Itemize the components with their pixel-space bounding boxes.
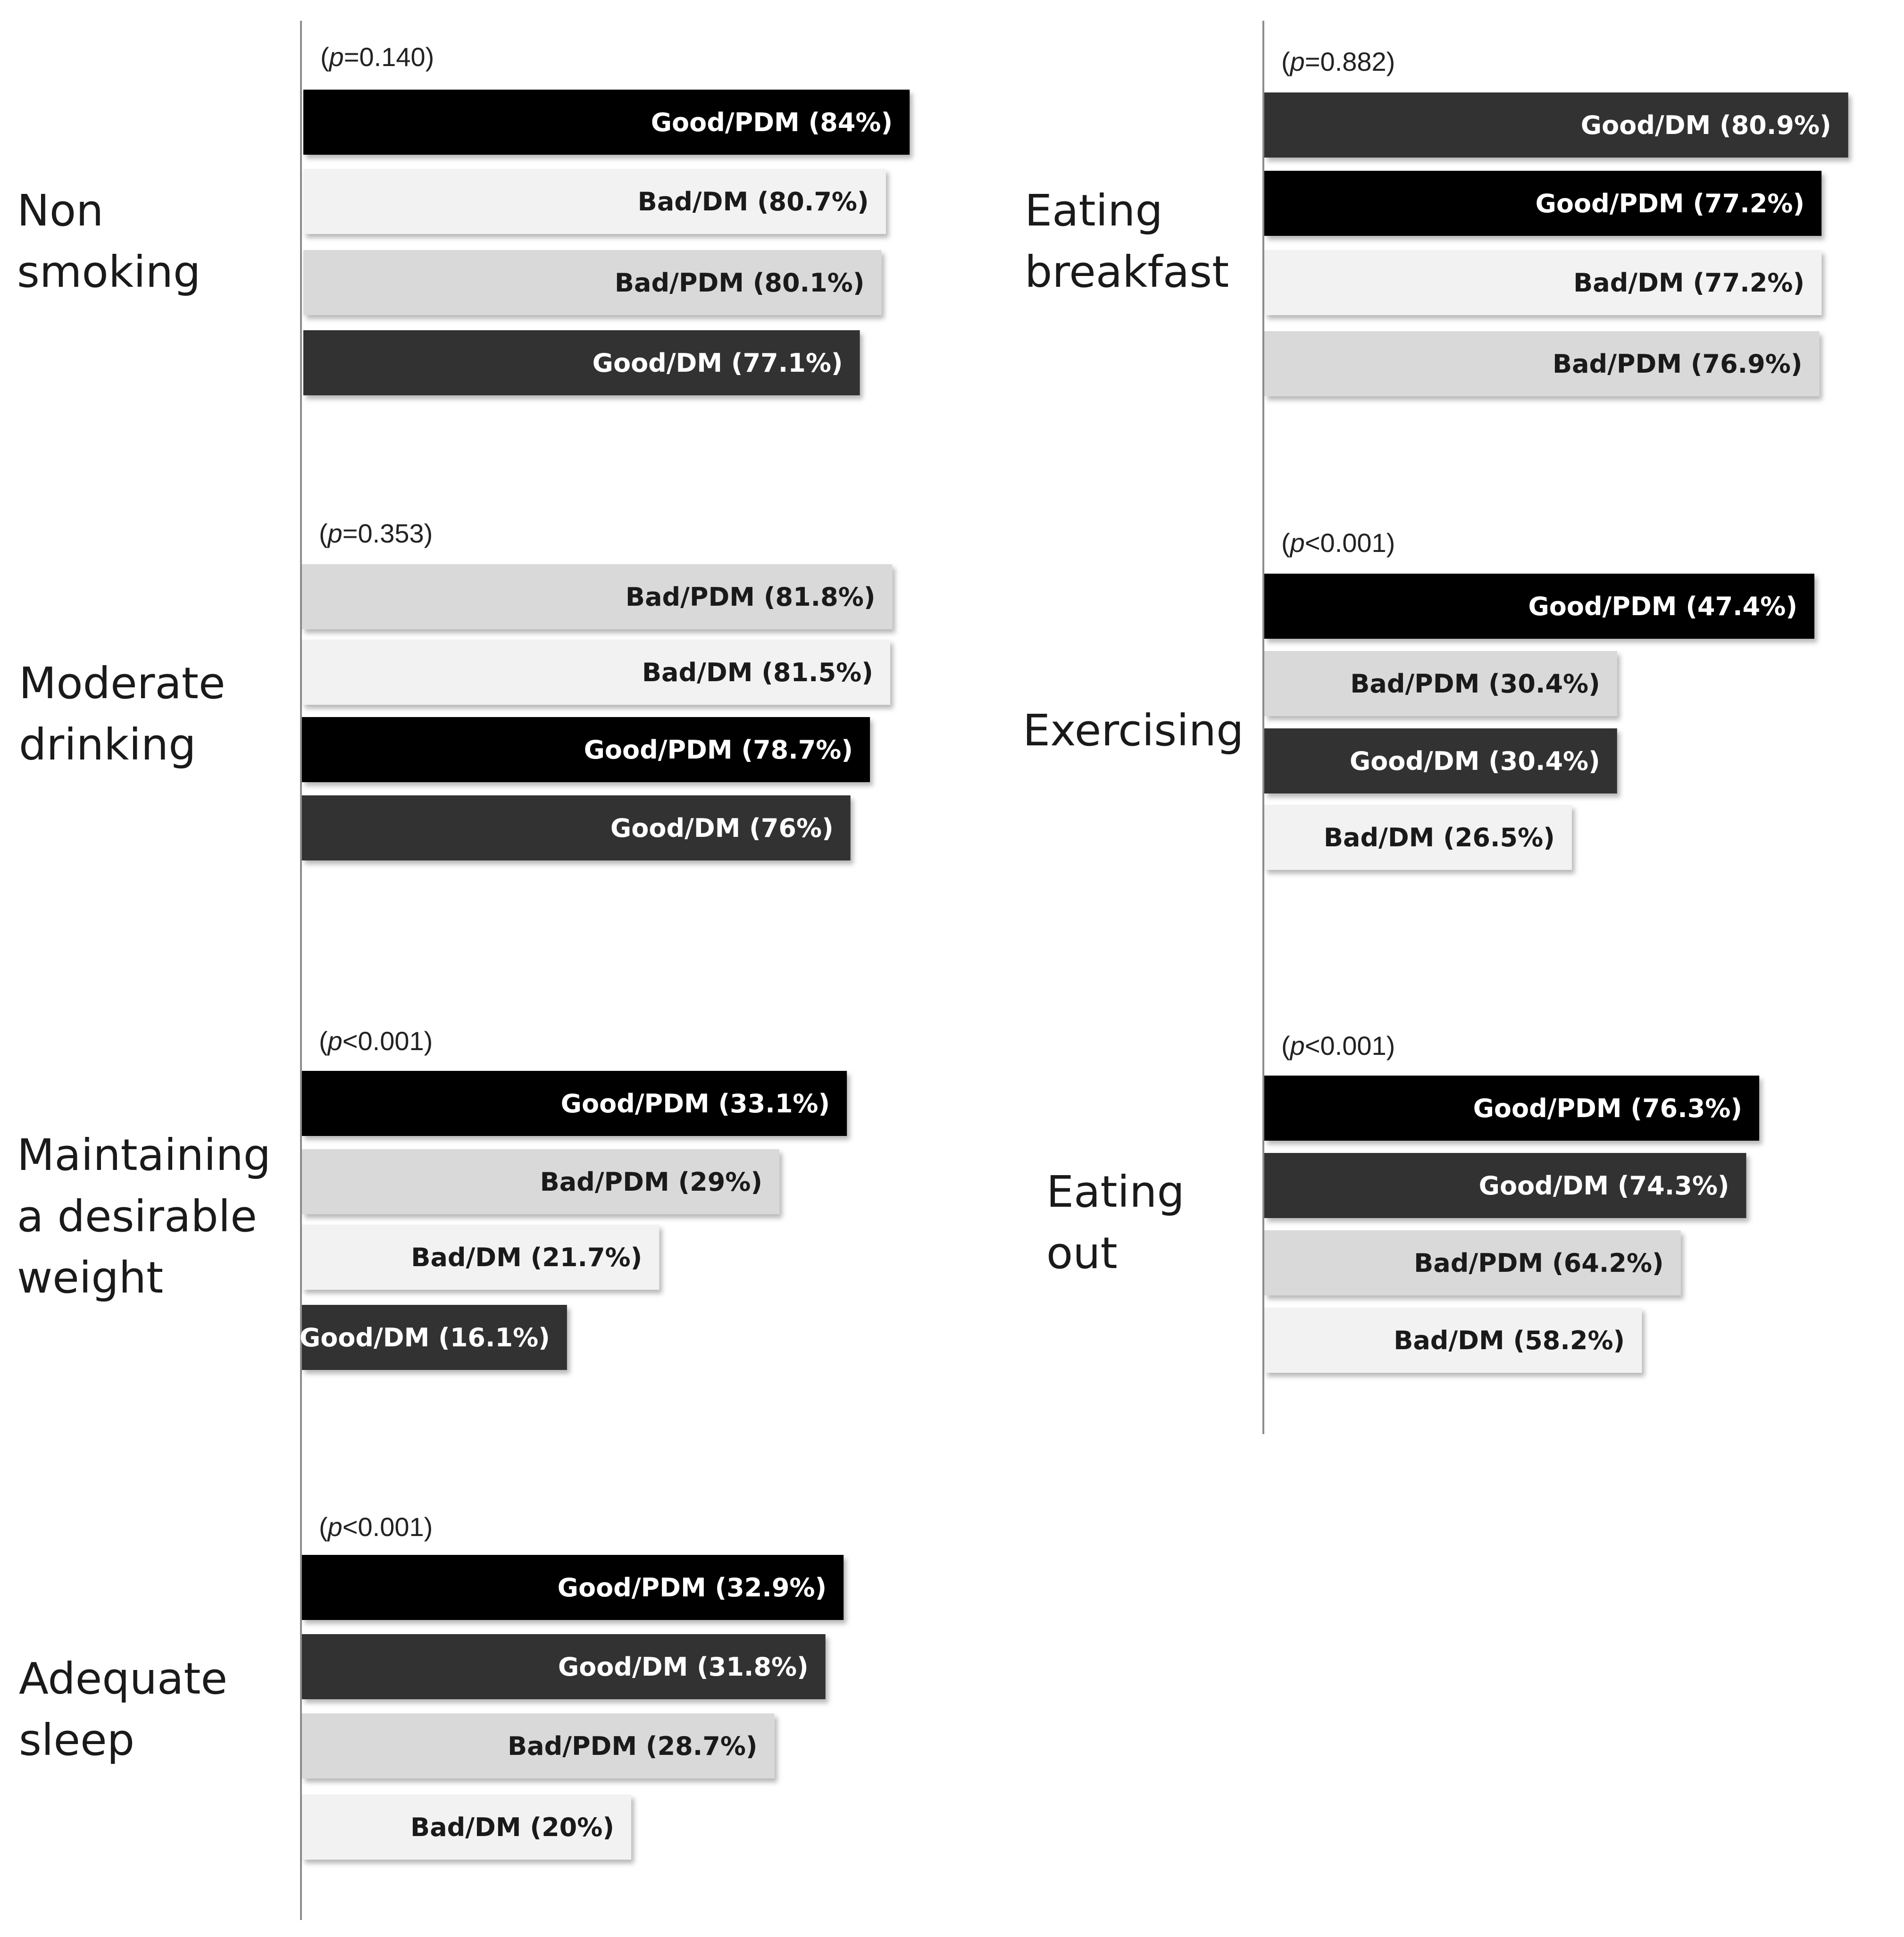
p-value-label [1281, 528, 1395, 558]
p-value-paren-open: ( [1281, 47, 1290, 76]
bar-data-label: Good/DM (31.8%) [558, 1652, 809, 1682]
p-value-number: <0.001) [1304, 1031, 1395, 1060]
p-value-number: <0.001) [342, 1026, 433, 1056]
bar-data-label: Good/DM (30.4%) [1349, 746, 1600, 776]
p-value-symbol: p [327, 1512, 342, 1542]
bar-data-label: Bad/PDM (64.2%) [1414, 1248, 1664, 1278]
p-value-number: <0.001) [342, 1512, 433, 1542]
bar-data-label: Good/DM (74.3%) [1478, 1171, 1729, 1201]
category-label-line: Maintaining [17, 1130, 271, 1180]
bar-data-label: Good/PDM (32.9%) [557, 1573, 827, 1603]
panel-eating-breakfast [1025, 47, 1848, 396]
bar-data-label: Bad/PDM (81.8%) [625, 582, 876, 612]
bar-data-label: Bad/DM (58.2%) [1394, 1326, 1625, 1355]
category-label-line: Eating [1025, 185, 1163, 236]
bar-data-label: Good/PDM (47.4%) [1528, 592, 1798, 621]
bar-data-label: Bad/DM (81.5%) [642, 658, 873, 687]
bar-data-label: Good/DM (16.1%) [299, 1323, 550, 1353]
category-label [19, 658, 225, 770]
category-label [19, 1653, 227, 1765]
p-value-number: =0.353) [342, 518, 433, 548]
bar-data-label: Bad/PDM (28.7%) [508, 1731, 758, 1761]
category-label-line: Moderate [19, 658, 225, 709]
p-value-label [1281, 47, 1395, 76]
bar-data-label: Bad/PDM (29%) [540, 1167, 763, 1197]
p-value-label [319, 518, 433, 548]
bar-data-label: Good/PDM (78.7%) [584, 735, 853, 765]
bar-data-label: Good/PDM (77.2%) [1535, 189, 1805, 218]
category-label-line: out [1046, 1228, 1118, 1278]
bar-data-label: Good/PDM (84%) [651, 108, 893, 137]
bar-data-label: Good/DM (80.9%) [1580, 110, 1831, 140]
bar-data-label: Bad/DM (77.2%) [1573, 268, 1805, 298]
bar-data-label: Bad/DM (20%) [410, 1812, 614, 1842]
category-label-line: Exercising [1023, 705, 1244, 756]
category-label-line: a desirable [17, 1191, 257, 1242]
bar-data-label: Good/DM (77.1%) [592, 348, 843, 378]
category-label [17, 1130, 271, 1303]
category-label [17, 185, 200, 297]
p-value-symbol: p [327, 1026, 342, 1056]
p-value-label [319, 1512, 433, 1542]
category-label-line: Adequate [19, 1653, 228, 1704]
category-label-line: sleep [19, 1715, 135, 1765]
p-value-paren-open: ( [320, 42, 329, 72]
p-value-paren-open: ( [1281, 528, 1290, 558]
category-label [1025, 185, 1229, 297]
category-label-line: breakfast [1025, 247, 1229, 297]
panel-eating-out [1046, 1031, 1759, 1373]
bar-data-label: Good/PDM (76.3%) [1473, 1094, 1743, 1123]
p-value-number: <0.001) [1304, 528, 1395, 558]
bar-data-label: Bad/PDM (30.4%) [1350, 669, 1600, 699]
panel-adequate-sleep [19, 1512, 843, 1860]
p-value-number: =0.882) [1304, 47, 1395, 76]
p-value-label [1281, 1031, 1395, 1060]
p-value-label [319, 1026, 433, 1056]
panel-moderate-drinking [19, 518, 893, 860]
category-label-line: Non [17, 185, 104, 236]
bar-data-label: Good/DM (76%) [610, 813, 834, 843]
bar-data-label: Good/PDM (33.1%) [560, 1089, 830, 1119]
bar-data-label: Bad/PDM (80.1%) [614, 268, 865, 298]
panel-maintaining-a-desirable-weight [17, 1026, 847, 1370]
panel-non-smoking [17, 42, 910, 395]
p-value-symbol: p [327, 518, 342, 548]
p-value-paren-open: ( [319, 1512, 328, 1542]
p-value-paren-open: ( [1281, 1031, 1290, 1060]
panel-exercising [1023, 528, 1814, 870]
bar-data-label: Bad/PDM (76.9%) [1552, 349, 1803, 379]
bar-data-label: Bad/DM (80.7%) [637, 187, 869, 217]
p-value-label [320, 42, 434, 72]
category-label [1023, 705, 1244, 756]
p-value-number: =0.140) [343, 42, 434, 72]
p-value-paren-open: ( [319, 518, 328, 548]
p-value-symbol: p [1290, 528, 1305, 558]
category-label-line: smoking [17, 247, 201, 297]
bar-data-label: Bad/DM (21.7%) [411, 1243, 643, 1272]
p-value-symbol: p [329, 42, 344, 72]
category-label [1046, 1167, 1185, 1278]
p-value-symbol: p [1290, 47, 1305, 76]
category-label-line: Eating [1046, 1167, 1185, 1217]
category-label-line: weight [17, 1252, 164, 1303]
bar-data-label: Bad/DM (26.5%) [1323, 823, 1555, 852]
p-value-paren-open: ( [319, 1026, 328, 1056]
p-value-symbol: p [1290, 1031, 1305, 1060]
category-label-line: drinking [19, 719, 196, 770]
